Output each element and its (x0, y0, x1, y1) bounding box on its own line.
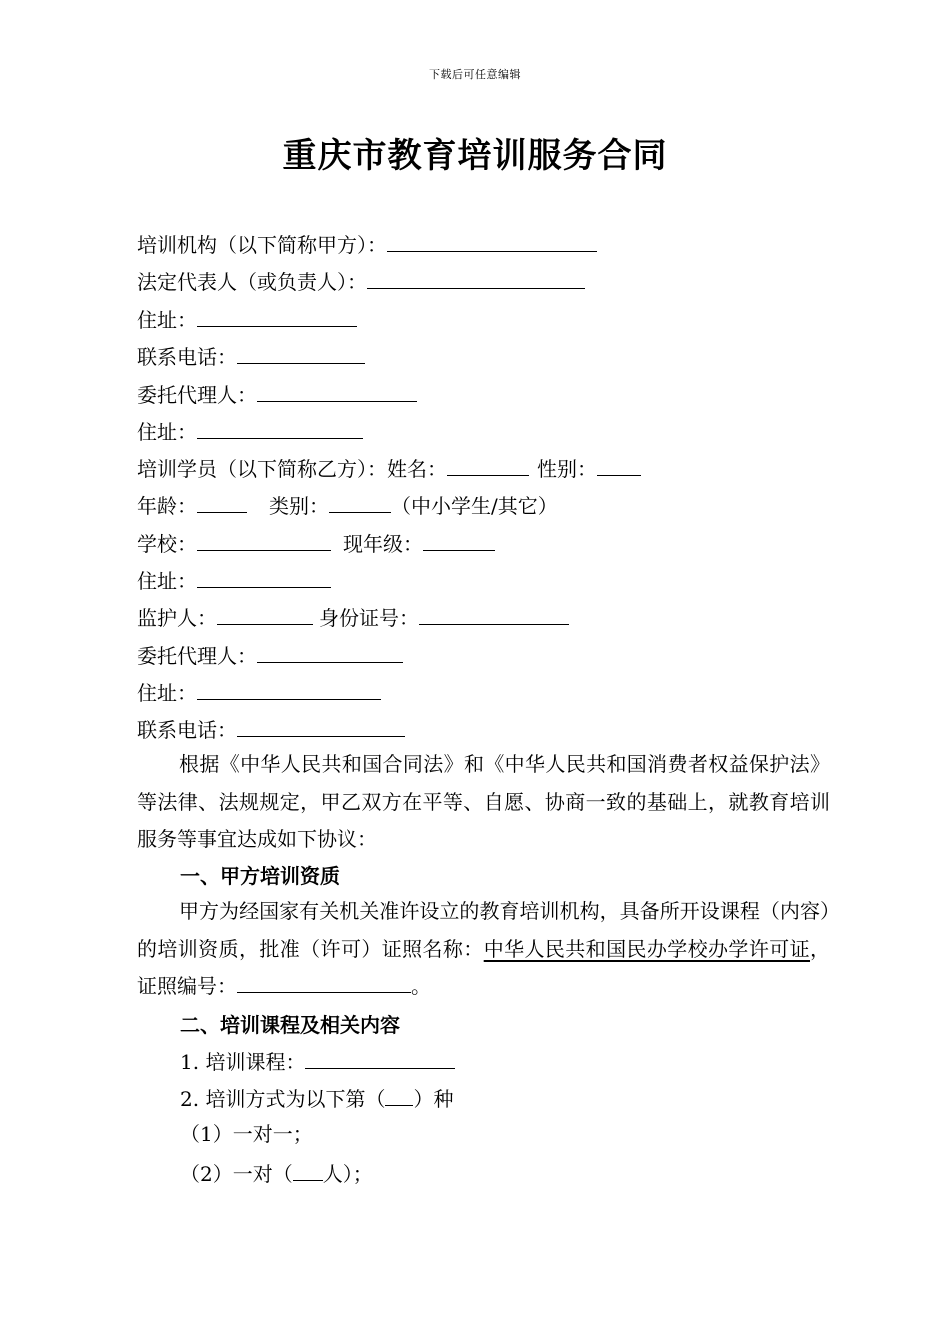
addr3-blank[interactable] (197, 565, 331, 588)
agent2-blank[interactable] (257, 640, 403, 663)
section1-paragraph (137, 893, 830, 1006)
page-title: 重庆市教育培训服务合同 (282, 136, 668, 176)
phone1-blank[interactable] (237, 341, 365, 364)
course-label: 1. 培训课程： (180, 1050, 306, 1074)
guardian-row (137, 602, 569, 632)
guardian-label: 监护人： (137, 606, 217, 630)
age-row (137, 490, 558, 520)
method-row (180, 1083, 453, 1113)
addr2-label: 住址： (137, 420, 197, 444)
addr4-row (137, 677, 381, 707)
method-suffix: ）种 (413, 1087, 454, 1111)
addr3-label: 住址： (137, 569, 197, 593)
option2-label: （2）一对（ (180, 1162, 293, 1186)
phone2-row (137, 714, 405, 744)
method-label: 2. 培训方式为以下第（ (180, 1087, 386, 1111)
option1-row: （1）一对一； (180, 1122, 313, 1146)
student-name-blank[interactable] (447, 453, 529, 476)
id-label: 身份证号： (319, 606, 419, 630)
school-row (137, 528, 495, 558)
id-blank[interactable] (419, 602, 569, 625)
section1-end: 。 (411, 974, 431, 998)
phone1-row (137, 341, 365, 371)
intro-paragraph: 根据《中华人民共和国合同法》和《中华人民共和国消费者权益保护法》等法律、法规规定，甲乙双方在平等、自愿、协商一致的基础上，就教育培训服务等事宜达成如下协议： (137, 752, 830, 851)
category-blank[interactable] (329, 490, 391, 513)
section1-heading: 一、甲方培训资质 (180, 864, 340, 888)
guardian-blank[interactable] (217, 602, 313, 625)
license-number-blank[interactable] (237, 972, 411, 993)
student-row (137, 453, 641, 483)
addr1-row (137, 304, 357, 334)
phone1-label: 联系电话： (137, 345, 237, 369)
agent1-label: 委托代理人： (137, 383, 257, 407)
course-row (180, 1046, 455, 1076)
header-note: 下载后可任意编辑 (429, 68, 521, 81)
party-a-label: 培训机构（以下简称甲方）： (137, 233, 387, 257)
gender-label: 性别： (537, 457, 597, 481)
addr2-row (137, 416, 363, 446)
legal-rep-row (137, 266, 585, 296)
category-label: 类别： (269, 494, 329, 518)
school-blank[interactable] (197, 528, 331, 551)
option2-row (180, 1158, 373, 1188)
phone2-blank[interactable] (237, 714, 405, 737)
age-blank[interactable] (197, 490, 247, 513)
addr4-label: 住址： (137, 681, 197, 705)
gender-blank[interactable] (597, 453, 641, 476)
party-a-row (137, 229, 597, 259)
category-note: （中小学生/其它） (391, 494, 558, 518)
course-blank[interactable] (305, 1046, 455, 1069)
agent1-row (137, 379, 417, 409)
license-name: 中华人民共和国民办学校办学许可证 (483, 936, 811, 961)
party-a-blank[interactable] (387, 229, 597, 252)
agent1-blank[interactable] (257, 379, 417, 402)
addr1-blank[interactable] (197, 304, 357, 327)
school-label: 学校： (137, 532, 197, 556)
addr4-blank[interactable] (197, 677, 381, 700)
legal-rep-label: 法定代表人（或负责人）： (137, 270, 367, 294)
grade-label: 现年级： (343, 532, 423, 556)
age-label: 年龄： (137, 494, 197, 518)
option2-suffix: 人）； (322, 1162, 373, 1186)
section1-text: 甲方为经国家有关机关准许设立的教育培训机构，具备所开设课程（内容）的培训资质，批准（许可）证照名称： (137, 899, 830, 961)
agent2-row (137, 640, 403, 670)
student-label: 培训学员（以下简称乙方）：姓名： (137, 457, 447, 481)
phone2-label: 联系电话： (137, 718, 237, 742)
agent2-label: 委托代理人： (137, 644, 257, 668)
option2-blank[interactable] (293, 1158, 323, 1181)
method-blank[interactable] (385, 1083, 413, 1106)
legal-rep-blank[interactable] (367, 266, 585, 289)
section2-heading: 二、培训课程及相关内容 (180, 1013, 400, 1037)
addr1-label: 住址： (137, 308, 197, 332)
addr3-row (137, 565, 331, 595)
license-number-label: ，证照编号： (137, 936, 831, 998)
grade-blank[interactable] (423, 528, 495, 551)
addr2-blank[interactable] (197, 416, 363, 439)
